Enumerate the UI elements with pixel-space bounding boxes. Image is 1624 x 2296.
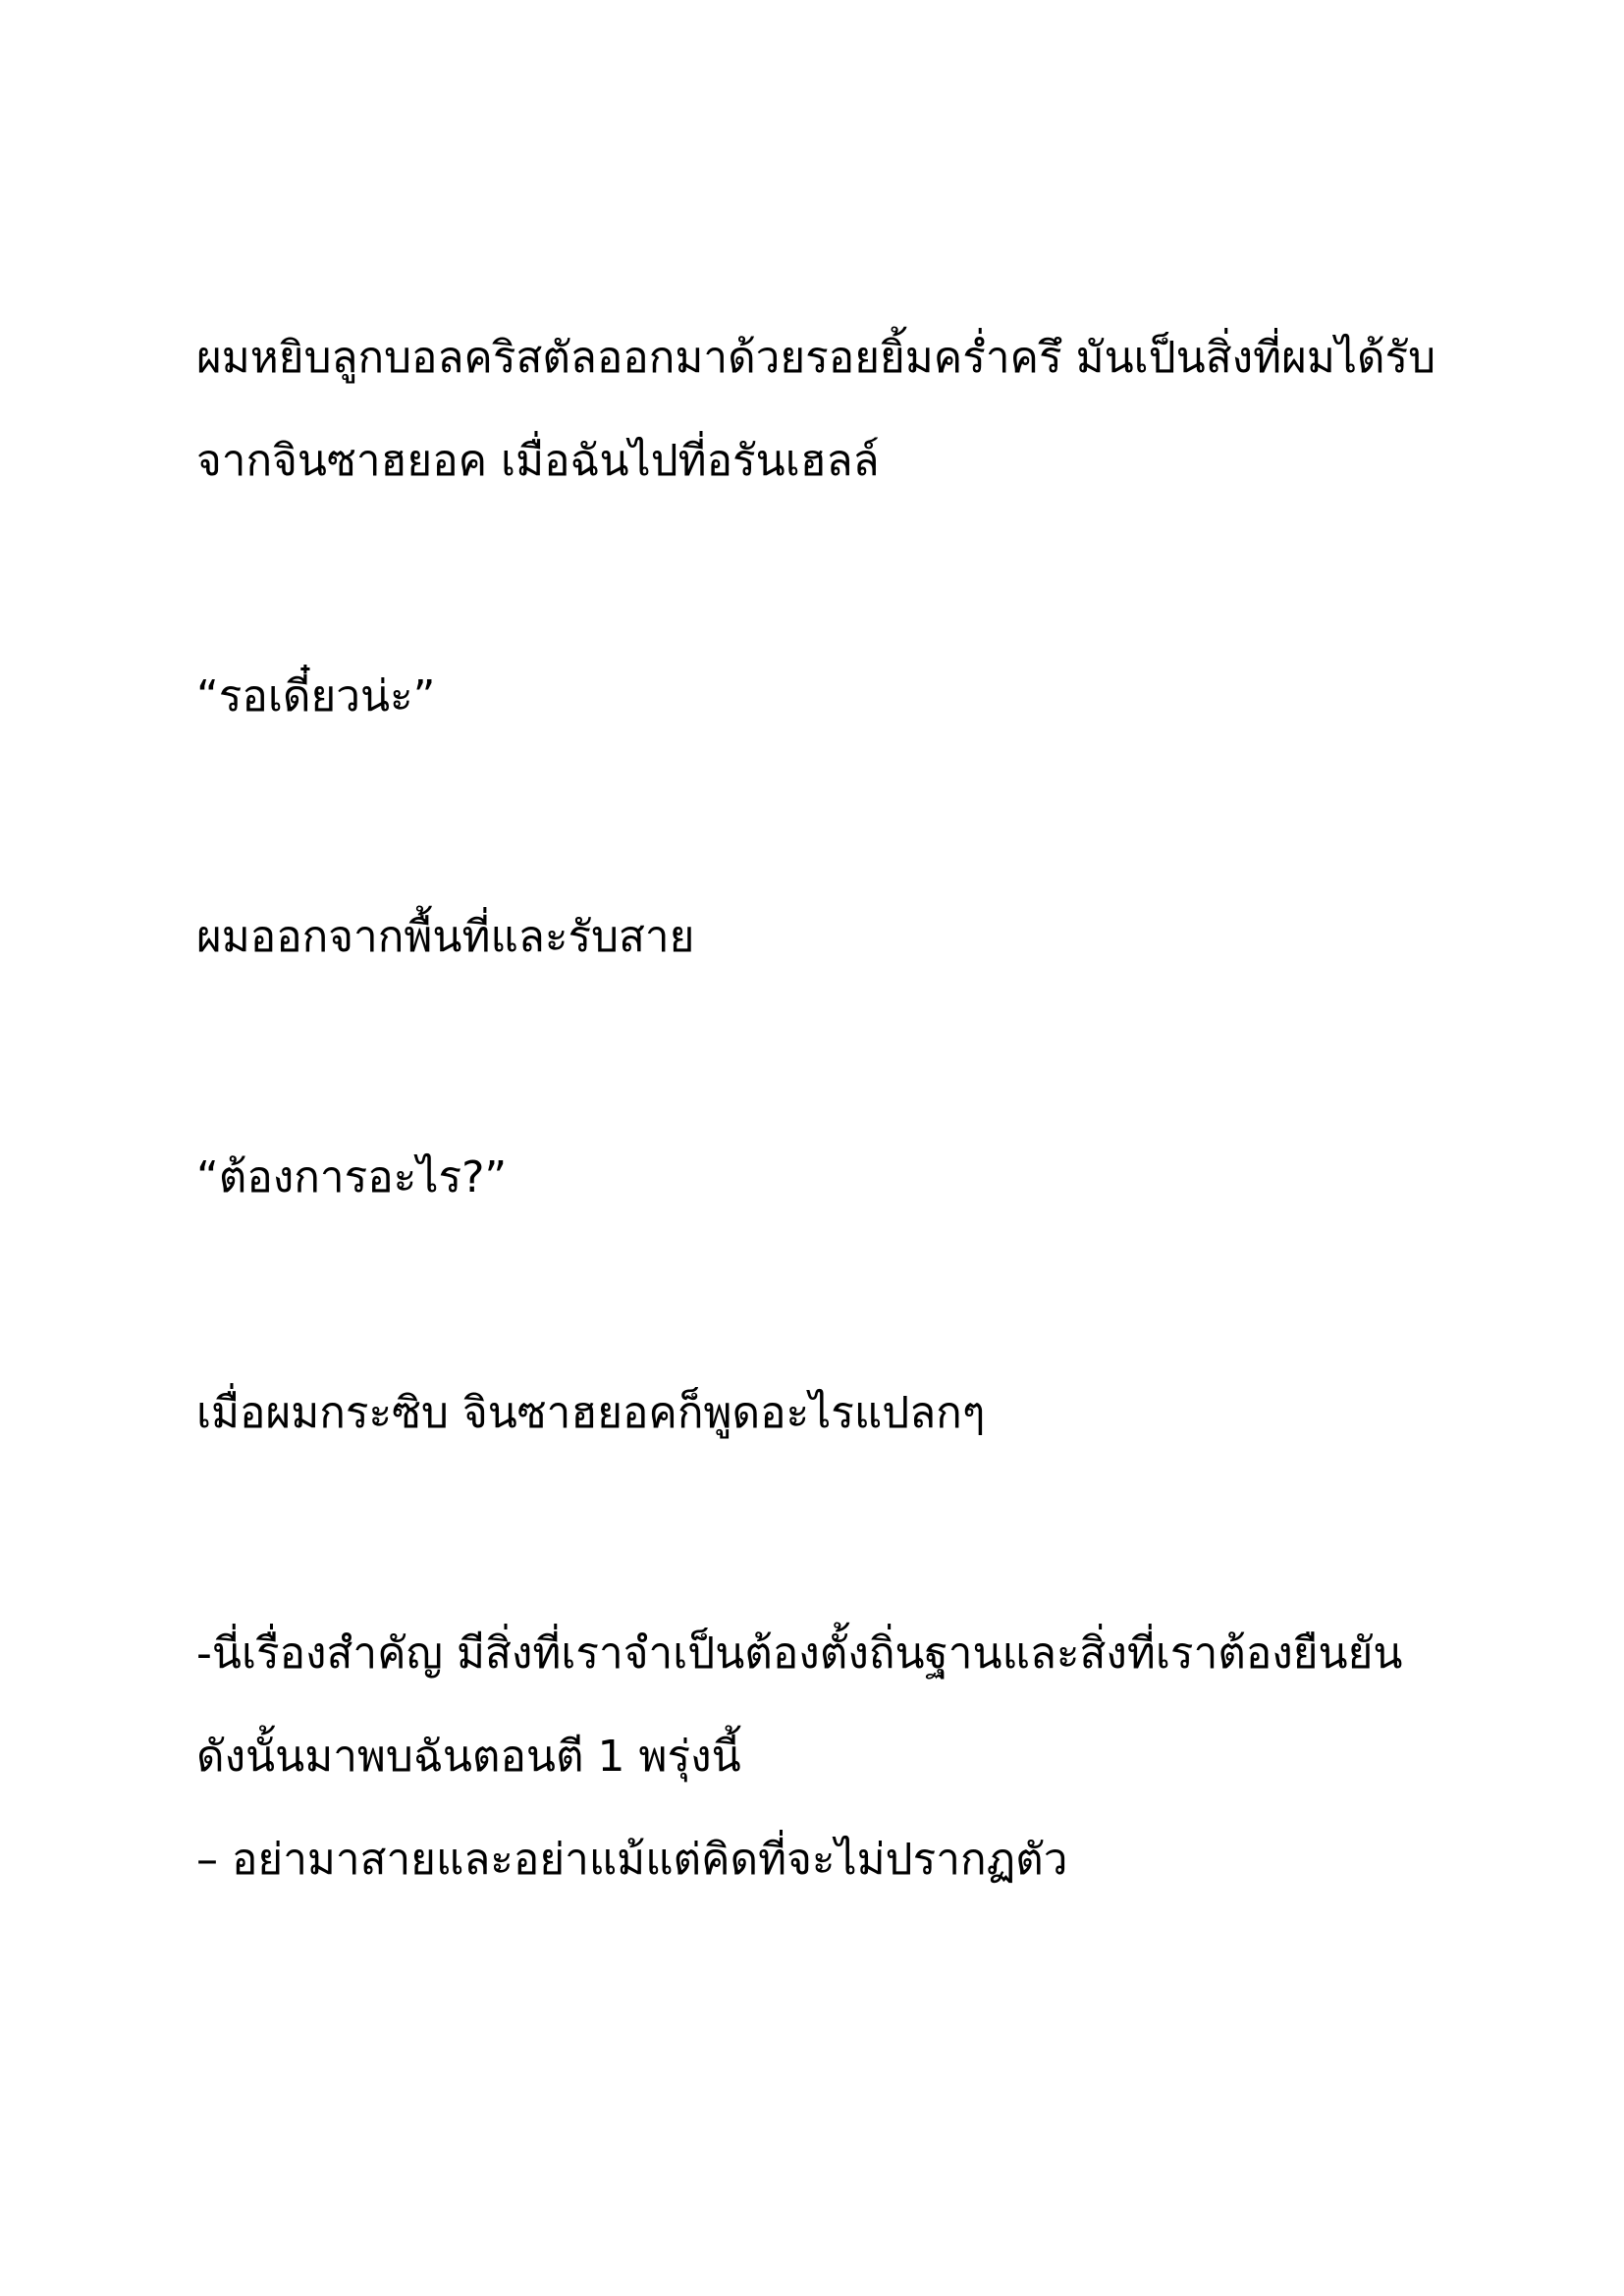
narration-line: ผมหยิบลูกบอลคริสตัลออกมาด้วยรอยยิ้มคร่ำครึ มันเป็นสิ่งที่ผมได้รับ <box>196 333 1436 383</box>
message-line: – อย่ามาสายและอย่าแม้แต่คิดที่จะไม่ปรากฏตัว <box>196 1835 1068 1885</box>
narration-line: ผมออกจากพื้นที่และรับสาย <box>196 912 695 962</box>
narration-line: เมื่อผมกระซิบ จินซาฮยอคก็พูดอะไรแปลกๆ <box>196 1388 986 1438</box>
dialogue-line: “ต้องการอะไร?” <box>196 1152 508 1202</box>
dialogue-line: “รอเดี๋ยวน่ะ” <box>196 671 436 721</box>
message-line: ดังนั้นมาพบฉันตอนตี 1 พรุ่งนี้ <box>196 1732 741 1782</box>
message-line: -นี่เรื่องสำคัญ มีสิ่งที่เราจำเป็นต้องตั้งถิ่นฐานและสิ่งที่เราต้องยืนยัน <box>196 1629 1403 1679</box>
narration-line: จากจินซาฮยอค เมื่อฉันไปที่อรันเฮลล์ <box>196 436 880 486</box>
